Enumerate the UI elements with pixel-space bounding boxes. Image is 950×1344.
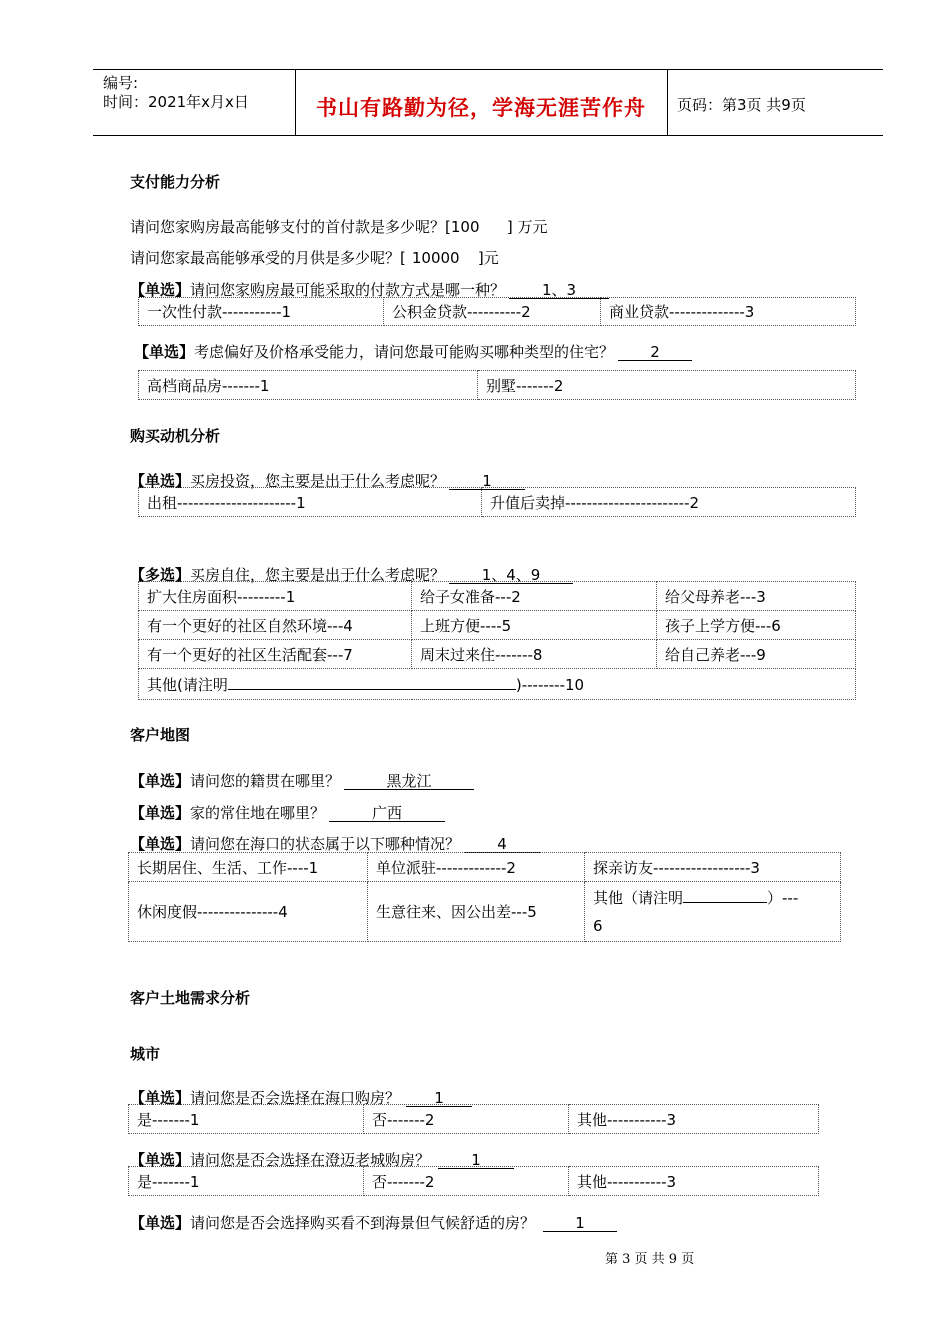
- question-house-type: [134, 341, 692, 362]
- single-choice-tag: 【单选】: [134, 343, 195, 361]
- question-text: 家的常住地在哪里？: [190, 804, 326, 822]
- options-haikou-status: [128, 852, 841, 942]
- single-choice-tag: 【单选】: [130, 472, 191, 490]
- header-divider-left: [295, 69, 296, 135]
- question-text: 请问您家最高能够承受的月供是多少呢？[: [130, 249, 406, 267]
- question-text: 买房投资，您主要是出于什么考虑呢？: [190, 472, 446, 490]
- option: 有一个更好的社区自然环境---4: [139, 611, 412, 640]
- section-map-title: 客户地图: [130, 726, 191, 744]
- option: 孩子上学方便---6: [657, 611, 856, 640]
- answer-value: 1、3: [509, 282, 609, 299]
- other-prefix: 其他（请注明: [593, 888, 684, 907]
- option: 周末过来住-------8: [412, 640, 657, 669]
- option: 是-------1: [129, 1105, 364, 1134]
- section-city-title: 城市: [130, 1045, 161, 1063]
- option: 其他-----------3: [569, 1105, 819, 1134]
- single-choice-tag: 【单选】: [130, 804, 191, 822]
- options-investment: [138, 487, 856, 517]
- other-number: 6: [593, 916, 603, 935]
- header-top-rule: [93, 69, 883, 70]
- option: 给自己养老---9: [657, 640, 856, 669]
- single-choice-tag: 【单选】: [130, 281, 191, 299]
- other-fill-line: [683, 890, 767, 903]
- options-buy-haikou: [128, 1104, 819, 1134]
- question-climate: [130, 1212, 617, 1233]
- single-choice-tag: 【单选】: [130, 1214, 191, 1232]
- question-text: 考虑偏好及价格承受能力，请问您最可能购买哪种类型的住宅？: [194, 343, 615, 361]
- option: 探亲访友------------------3: [585, 853, 841, 882]
- question-monthly-payment: [130, 247, 499, 268]
- options-payment-method: [138, 297, 856, 326]
- option: 升值后卖掉-----------------------2: [482, 488, 856, 517]
- option: 是-------1: [129, 1167, 364, 1196]
- section-payment-title: 支付能力分析: [130, 173, 221, 191]
- code-label: 编号:: [103, 74, 139, 92]
- single-choice-tag: 【单选】: [130, 1089, 191, 1107]
- header-bottom-rule: [93, 135, 883, 136]
- option: 否-------2: [364, 1105, 569, 1134]
- other-suffix: )--------10: [515, 675, 585, 694]
- section-motive-title: 购买动机分析: [130, 427, 221, 445]
- answer-value: 2: [618, 344, 692, 361]
- option: 高档商品房-------1: [139, 371, 478, 400]
- options-self-living: [138, 581, 856, 700]
- option: 否-------2: [364, 1167, 569, 1196]
- answer-value: 10000: [411, 249, 460, 267]
- option: 扩大住房面积---------1: [139, 582, 412, 611]
- question-text: 请问您的籍贯在哪里？: [190, 772, 341, 790]
- option-other: [585, 882, 841, 942]
- question-text: 请问您是否会选择在海口购房？: [190, 1089, 401, 1107]
- question-suffix: ] 万元: [506, 218, 548, 236]
- motto: 书山有路勤为径，学海无涯苦作舟: [316, 96, 646, 120]
- question-text: 请问您家购房最高能够支付的首付款是多少呢？[: [130, 218, 451, 236]
- question-text: 请问您是否会选择购买看不到海景但气候舒适的房？: [190, 1214, 536, 1232]
- question-native-place: [130, 770, 474, 791]
- question-residence: [130, 802, 445, 823]
- option: 单位派驻-------------2: [368, 853, 585, 882]
- page-label: 页码：第3页 共9页: [677, 96, 806, 114]
- option-other: [139, 669, 856, 700]
- time-label: 时间：2021年x月x日: [103, 93, 249, 111]
- answer-value: 100: [450, 218, 480, 236]
- option: 商业贷款--------------3: [601, 298, 856, 326]
- answer-value: 1: [543, 1215, 617, 1232]
- option: 给父母养老---3: [657, 582, 856, 611]
- option: 给子女准备---2: [412, 582, 657, 611]
- header-divider-right: [667, 69, 668, 135]
- option: 有一个更好的社区生活配套---7: [139, 640, 412, 669]
- option: 公积金贷款----------2: [384, 298, 601, 326]
- answer-value: 1: [449, 473, 525, 490]
- question-text: 请问您在海口的状态属于以下哪种情况？: [190, 835, 461, 853]
- question-text: 请问您是否会选择在澄迈老城购房？: [190, 1151, 431, 1169]
- option: 长期居住、生活、工作----1: [129, 853, 368, 882]
- option: 生意往来、因公出差---5: [368, 882, 585, 942]
- multi-choice-tag: 【多选】: [130, 566, 191, 584]
- option: 出租----------------------1: [139, 488, 482, 517]
- single-choice-tag: 【单选】: [130, 772, 191, 790]
- single-choice-tag: 【单选】: [130, 1151, 191, 1169]
- answer-value: 4: [464, 836, 540, 853]
- section-land-title: 客户土地需求分析: [130, 989, 251, 1007]
- option: 其他-----------3: [569, 1167, 819, 1196]
- options-buy-chengmai: [128, 1166, 819, 1196]
- other-suffix: ）---: [767, 888, 799, 907]
- option: 休闲度假---------------4: [129, 882, 368, 942]
- other-prefix: 其他(请注明: [147, 675, 228, 694]
- question-text: 买房自住，您主要是出于什么考虑呢？: [190, 566, 446, 584]
- answer-value: 1: [438, 1152, 514, 1169]
- answer-value: 1、4、9: [449, 567, 573, 584]
- page-footer: 第 3 页 共 9 页: [605, 1252, 695, 1267]
- other-fill-line: [228, 677, 516, 690]
- answer-value: 黑龙江: [344, 773, 474, 790]
- question-suffix: ]元: [477, 249, 499, 267]
- option: 上班方便----5: [412, 611, 657, 640]
- option: 别墅-------2: [478, 371, 856, 400]
- answer-value: 广西: [329, 805, 445, 822]
- option: 一次性付款-----------1: [139, 298, 384, 326]
- question-haikou-status: [130, 833, 540, 854]
- single-choice-tag: 【单选】: [130, 835, 191, 853]
- question-text: 请问您家购房最可能采取的付款方式是哪一种？: [190, 281, 506, 299]
- question-down-payment: [130, 216, 547, 237]
- answer-value: 1: [406, 1090, 472, 1107]
- options-house-type: [138, 370, 856, 400]
